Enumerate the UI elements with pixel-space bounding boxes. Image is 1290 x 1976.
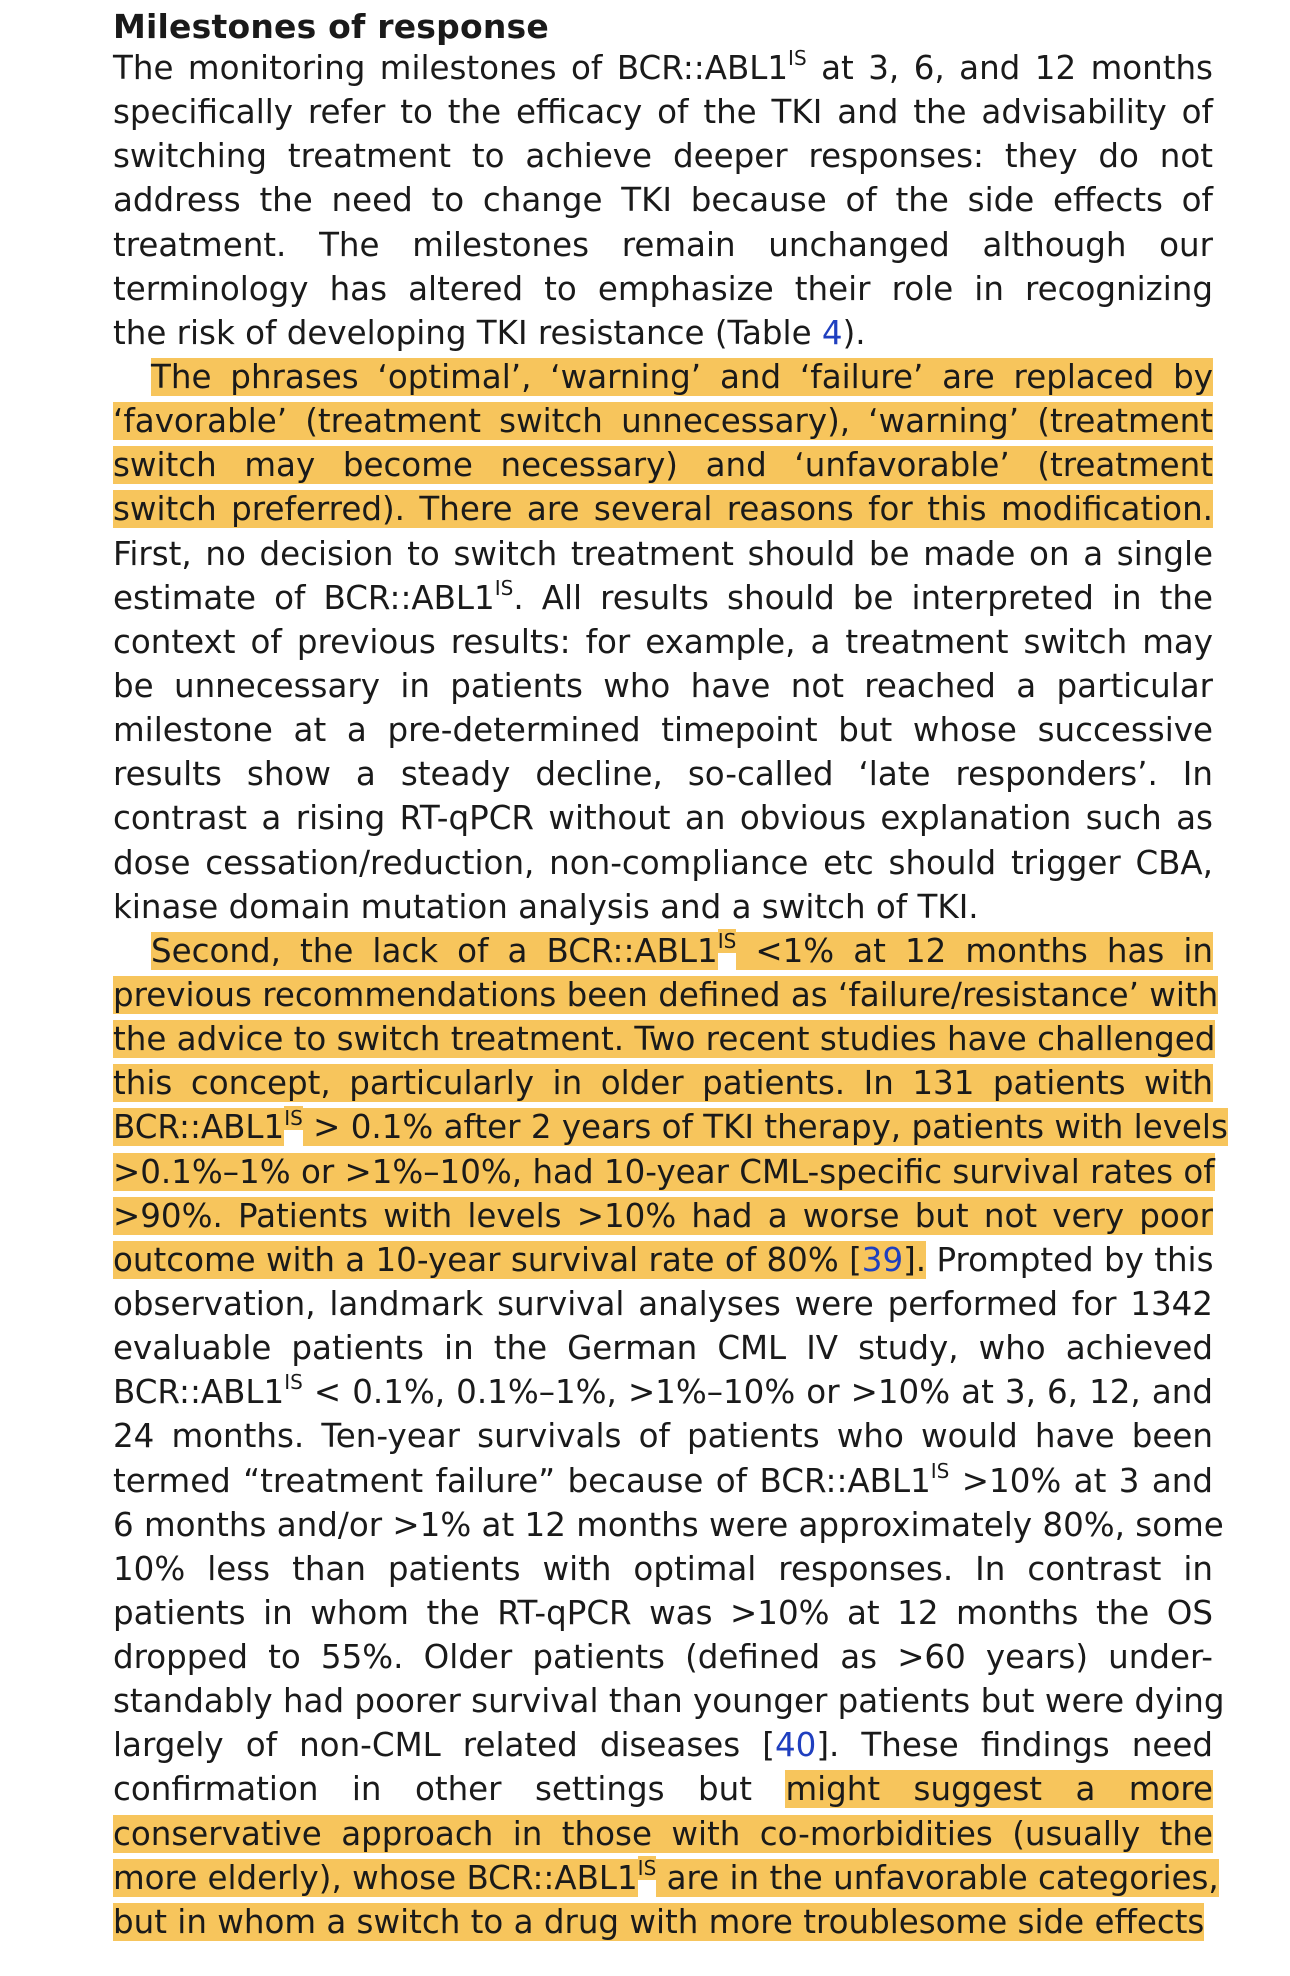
text-line <box>113 1414 1213 1458</box>
text-segment: . All results should be interpreted in the <box>513 578 1213 617</box>
text-line <box>113 1326 1213 1370</box>
superscript-is: IS <box>637 1855 657 1880</box>
text-segment: termed “treatment failure” because of BCR::ABL1 <box>113 1461 931 1500</box>
text-line <box>113 1061 1213 1105</box>
text-line <box>113 134 1213 178</box>
text-line <box>113 796 1213 840</box>
highlighted-text: Second, the lack of a BCR::ABL1 <box>151 931 718 970</box>
highlighted-text: are in the unfavorable categories, <box>656 1858 1219 1897</box>
reference-link[interactable]: 40 <box>774 1726 817 1765</box>
text-segment: context of previous results: for example, a treatment switch may <box>113 622 1213 661</box>
document-page <box>113 6 1228 1944</box>
reference-link[interactable]: 4 <box>821 313 843 352</box>
text-segment: First, no decision to switch treatment should be made on a single <box>113 534 1213 573</box>
text-segment: ). <box>842 313 866 352</box>
highlighted-text: more elderly), whose BCR::ABL1 <box>113 1858 638 1897</box>
text-line <box>113 708 1213 752</box>
text-line <box>113 311 1213 355</box>
text-line <box>113 46 1213 90</box>
superscript-is: IS <box>494 575 514 600</box>
paragraph <box>113 46 1213 355</box>
text-segment: BCR::ABL1 <box>113 1373 285 1412</box>
superscript-is: IS <box>717 928 737 953</box>
text-segment: specifically refer to the efficacy of the TKI and the advisability of <box>113 93 1213 132</box>
text-line <box>113 443 1213 487</box>
text-segment: results show a steady decline, so-called ‘late responders’. In <box>113 755 1213 794</box>
text-line <box>113 1194 1213 1238</box>
section-heading: Milestones of response <box>113 7 549 46</box>
reference-link[interactable]: 39 <box>861 1240 904 1279</box>
highlighted-text: switch preferred). There are several reasons for this modification. <box>113 490 1213 529</box>
text-line <box>113 1150 1213 1194</box>
text-line <box>113 1900 1213 1944</box>
text-line <box>113 929 1213 973</box>
text-segment: The monitoring milestones of BCR::ABL1 <box>113 49 789 87</box>
highlighted-text: ‘favorable’ (treatment switch unnecessary), ‘warning’ (treatment <box>113 402 1213 441</box>
text-line <box>113 620 1213 664</box>
text-line <box>113 1017 1216 1061</box>
text-line <box>113 1370 1213 1414</box>
text-line <box>113 1459 1213 1503</box>
text-line <box>113 1238 1213 1282</box>
text-line <box>113 664 1213 708</box>
highlighted-text: > 0.1% after 2 years of TKI therapy, patients with levels <box>302 1108 1228 1147</box>
highlighted-text: <1% at 12 months has in <box>736 931 1213 970</box>
text-line <box>113 1767 1213 1811</box>
text-segment: patients in whom the RT-qPCR was >10% at 12 months the OS <box>113 1593 1213 1632</box>
text-segment: largely of non-CML related diseases [ <box>113 1726 775 1765</box>
text-segment: dose cessation/reduction, non-compliance etc should trigger CBA, <box>113 843 1213 882</box>
highlighted-text: conservative approach in those with co-morbidities (usually the <box>113 1814 1213 1853</box>
paragraph <box>113 928 1228 1944</box>
text-line <box>113 1105 1228 1149</box>
text-line <box>113 1679 1225 1723</box>
superscript-is: IS <box>788 46 807 71</box>
highlighted-text: the advice to switch treatment. Two recent studies have challenged <box>113 1020 1216 1059</box>
text-segment: confirmation in other settings but <box>113 1770 786 1809</box>
text-line <box>113 399 1213 443</box>
text-line <box>113 487 1213 531</box>
highlighted-text: switch may become necessary) and ‘unfavorable’ (treatment <box>113 446 1213 485</box>
text-segment: 24 months. Ten-year survivals of patients who would have been <box>113 1417 1213 1456</box>
text-line <box>113 1635 1213 1679</box>
highlighted-text: previous recommendations been defined as ‘failure/resistance’ with <box>113 975 1219 1014</box>
text-line <box>113 973 1219 1017</box>
highlighted-text: The phrases ‘optimal’, ‘warning’ and ‘failure’ are replaced by <box>151 357 1213 396</box>
text-line <box>113 223 1213 267</box>
text-segment: < 0.1%, 0.1%–1%, >1%–10% or >10% at 3, 6, 12, and <box>302 1373 1213 1412</box>
text-segment: estimate of BCR::ABL1 <box>113 578 495 617</box>
highlighted-text: >90%. Patients with levels >10% had a worse but not very poor <box>113 1196 1213 1235</box>
text-line <box>113 532 1213 576</box>
text-segment: evaluable patients in the German CML IV study, who achieved <box>113 1329 1213 1368</box>
text-line <box>113 576 1213 620</box>
text-line <box>113 1503 1224 1547</box>
text-segment: >10% at 3 and <box>949 1461 1213 1500</box>
text-segment: be unnecessary in patients who have not reached a particular <box>113 666 1213 705</box>
text-line <box>113 1547 1213 1591</box>
superscript-is: IS <box>930 1458 950 1483</box>
text-line <box>113 1723 1213 1767</box>
text-line <box>113 1591 1213 1635</box>
paragraph <box>113 355 1213 929</box>
text-segment: observation, landmark survival analyses were performed for 1342 <box>113 1284 1213 1323</box>
text-line <box>113 1282 1213 1326</box>
body-text <box>113 46 1228 1944</box>
highlighted-text: this concept, particularly in older patients. In 131 patients with <box>113 1064 1213 1103</box>
text-segment: milestone at a pre-determined timepoint but whose successive <box>113 711 1213 750</box>
text-segment: Prompted by this <box>926 1240 1214 1279</box>
highlighted-text: BCR::ABL1 <box>113 1108 285 1147</box>
text-segment: the risk of developing TKI resistance (Table <box>113 313 822 352</box>
text-line <box>113 267 1213 311</box>
superscript-is: IS <box>284 1105 303 1130</box>
text-segment: treatment. The milestones remain unchanged although our <box>113 225 1213 264</box>
highlighted-text: might suggest a more <box>785 1770 1213 1809</box>
text-segment: address the need to change TKI because of the side effects of <box>113 181 1213 220</box>
text-line <box>113 178 1213 222</box>
text-line <box>113 1855 1219 1900</box>
superscript-is: IS <box>284 1370 303 1395</box>
text-line <box>113 885 1213 929</box>
highlighted-text: ]. <box>903 1240 927 1279</box>
highlighted-text: >0.1%–1% or >1%–10%, had 10-year CML-specific survival rates of <box>113 1152 1215 1191</box>
highlighted-text: outcome with a 10-year survival rate of 80% [ <box>113 1240 862 1279</box>
text-segment: 10% less than patients with optimal responses. In contrast in <box>113 1549 1213 1588</box>
text-line <box>113 841 1213 885</box>
text-segment: standably had poorer survival than younger patients but were dying <box>113 1682 1225 1721</box>
text-segment: ]. These findings need <box>816 1726 1214 1765</box>
text-segment: terminology has altered to emphasize their role in recognizing <box>113 269 1213 308</box>
highlighted-text: but in whom a switch to a drug with more troublesome side effects <box>113 1902 1205 1941</box>
text-segment: contrast a rising RT-qPCR without an obvious explanation such as <box>113 799 1213 838</box>
text-line <box>113 1812 1213 1856</box>
text-line <box>113 355 1213 399</box>
text-segment: kinase domain mutation analysis and a switch of TKI. <box>113 887 979 926</box>
text-segment: 6 months and/or >1% at 12 months were approximately 80%, some <box>113 1505 1224 1544</box>
text-segment: dropped to 55%. Older patients (defined as >60 years) under- <box>113 1638 1213 1677</box>
text-segment: at 3, 6, and 12 months <box>806 49 1213 87</box>
text-segment: switching treatment to achieve deeper responses: they do not <box>113 137 1213 176</box>
text-line <box>113 90 1213 134</box>
text-line <box>113 752 1213 796</box>
